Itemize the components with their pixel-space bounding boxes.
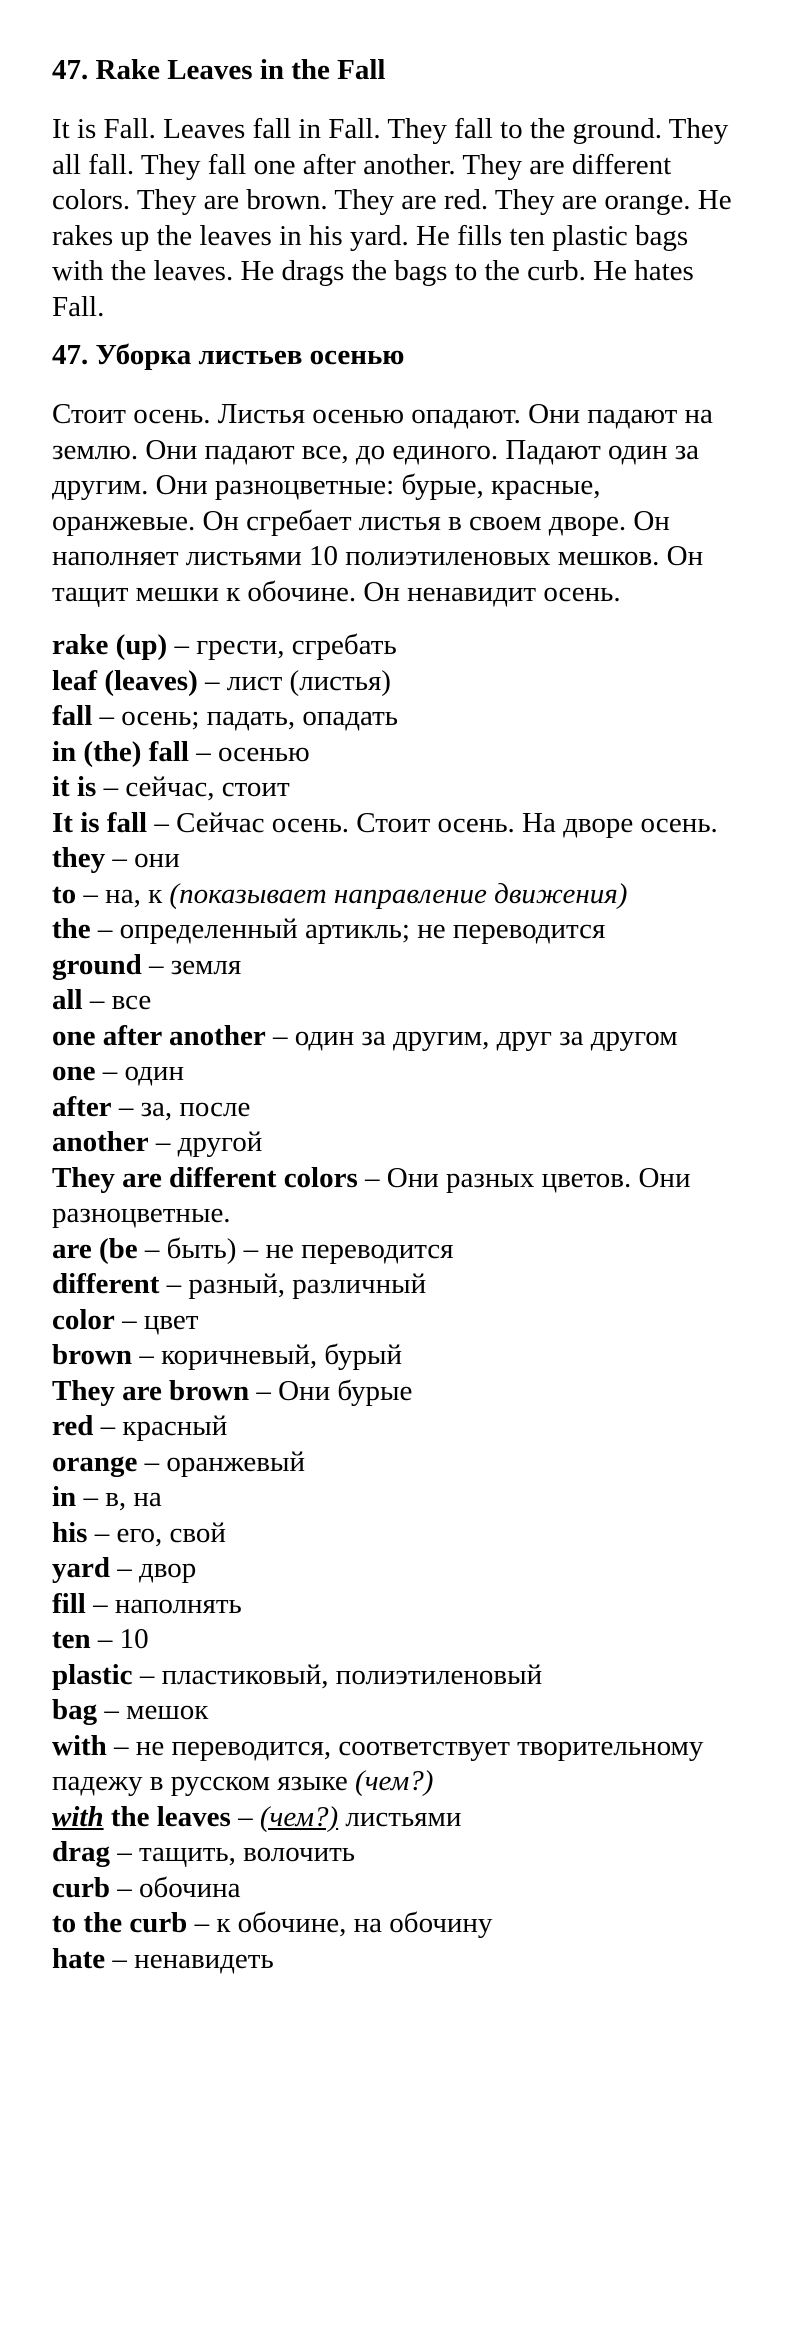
english-story: It is Fall. Leaves fall in Fall. They fall to the ground. They all fall. They fall one after another. They are different colors. They are brown. They are red. They are orange. He rakes up the leaves in his yard. He fills ten plastic bags with the leaves. He drags the bags to the curb. He hates Fall. (52, 113, 732, 323)
vocab-dash: – (111, 1090, 141, 1123)
vocab-note: (показывает направление движения) (169, 877, 628, 910)
vocab-note: (чем?) (355, 1765, 434, 1797)
vocab-dash: – (93, 1410, 123, 1442)
vocab-definition: на, к (105, 877, 170, 910)
vocab-dash: – (132, 1339, 162, 1371)
vocab-term: it is (52, 771, 97, 803)
vocab-definition: грести, сгребать (196, 629, 397, 661)
vocab-term: They are brown (52, 1374, 250, 1407)
vocab-dash: – (148, 1126, 178, 1158)
vocab-term: another (52, 1126, 149, 1158)
vocab-dash: – (141, 948, 171, 981)
vocab-dash: – (188, 735, 218, 768)
vocab-dash: – (159, 1268, 189, 1300)
vocab-dash: – (167, 629, 197, 661)
vocab-definition: к обочине, на обочину (216, 1907, 493, 1939)
vocab-definition: осенью (217, 735, 310, 768)
vocab-entry (52, 1303, 747, 1339)
vocab-definition: оранжевый (166, 1445, 305, 1478)
vocab-term: the (52, 913, 91, 945)
vocab-definition: земля (170, 948, 242, 981)
vocab-term: his (52, 1516, 88, 1549)
vocab-dash: – (85, 1587, 115, 1620)
vocab-entry (52, 1267, 747, 1303)
vocab-entry (52, 1054, 747, 1090)
vocab-term: leaf (leaves) (52, 664, 198, 697)
vocab-dash: – (105, 1942, 135, 1975)
vocab-entry (52, 699, 747, 735)
vocab-term: with (52, 1729, 107, 1762)
vocab-term: fall (52, 700, 93, 732)
vocab-entry (52, 1480, 747, 1516)
vocab-definition: сейчас, стоит (125, 771, 290, 803)
vocab-definition: наполнять (114, 1587, 242, 1620)
vocab-term: to the curb (52, 1907, 188, 1939)
vocab-definition: все (111, 984, 152, 1016)
vocab-definition: не переводится, соответствует творительному падежу в русском языке (52, 1729, 704, 1797)
russian-title: 47. Уборка листьев осенью (52, 339, 405, 371)
vocab-entry (52, 1871, 747, 1907)
vocab-term: are (be (52, 1232, 138, 1265)
vocab-entry (52, 1800, 747, 1836)
vocab-dash: – (357, 1161, 387, 1194)
vocab-dash: – (249, 1374, 279, 1407)
vocab-entry (52, 1551, 747, 1587)
vocab-definition: другой (177, 1126, 263, 1158)
vocab-term: plastic (52, 1658, 133, 1691)
vocab-definition: Они бурые (278, 1374, 413, 1407)
vocab-definition: один (124, 1055, 184, 1087)
vocab-term: ground (52, 948, 142, 981)
vocab-dash: – (110, 1552, 139, 1584)
vocab-entry (52, 1374, 747, 1410)
vocab-entry (52, 841, 747, 877)
vocab-entry (52, 806, 747, 842)
vocab-dash: – (230, 1800, 260, 1833)
vocab-definition: ненавидеть (134, 1942, 274, 1975)
vocab-term (52, 1801, 231, 1833)
vocab-term: all (52, 984, 83, 1016)
vocab-term-underlined: with (52, 1800, 104, 1833)
english-title: 47. Rake Leaves in the Fall (52, 54, 386, 86)
vocab-term: They are different colors (52, 1161, 358, 1194)
vocab-dash: – (106, 1729, 136, 1762)
vocab-term: brown (52, 1339, 133, 1371)
vocab-term: ten (52, 1623, 91, 1655)
vocab-definition: красный (122, 1410, 228, 1442)
vocab-dash: – (87, 1516, 117, 1549)
vocab-dash: – (90, 1623, 120, 1655)
vocab-definition: тащить, волочить (139, 1836, 355, 1868)
vocab-entry (52, 1019, 747, 1055)
vocab-definition: лист (листья) (226, 664, 391, 697)
vocab-entry (52, 1125, 747, 1161)
vocab-entry (52, 912, 747, 948)
vocab-definition: один за другим, друг за другом (294, 1019, 678, 1052)
vocab-definition: за, после (140, 1090, 251, 1123)
vocab-term: color (52, 1303, 115, 1336)
vocab-entry (52, 664, 747, 700)
vocab-entry (52, 735, 747, 771)
vocab-term: in (the) fall (52, 735, 189, 768)
vocab-dash: – быть) – (137, 1232, 266, 1265)
vocab-entry (52, 948, 747, 984)
vocab-entry (52, 1445, 747, 1481)
vocab-term: It is fall (52, 806, 148, 839)
vocab-dash: – (76, 1481, 106, 1513)
vocab-term: one after another (52, 1019, 266, 1052)
vocab-definition: разный, различный (188, 1268, 427, 1300)
vocab-entry (52, 877, 747, 913)
vocab-term: after (52, 1090, 112, 1123)
vocab-definition: цвет (143, 1303, 199, 1336)
vocab-entry (52, 1622, 747, 1658)
vocab-term: bag (52, 1694, 98, 1726)
vocab-entry (52, 1587, 747, 1623)
vocab-definition: осень; падать, опадать (121, 700, 398, 732)
vocab-entry (52, 1906, 747, 1942)
vocab-dash: – (132, 1658, 162, 1691)
vocab-definition: мешок (126, 1694, 209, 1726)
vocab-term: drag (52, 1836, 110, 1868)
vocab-entry (52, 628, 747, 664)
vocab-definition: 10 (119, 1623, 149, 1655)
vocab-entry (52, 1161, 747, 1232)
vocab-term: to (52, 877, 77, 910)
vocabulary-list (52, 628, 747, 1977)
vocab-definition: двор (139, 1552, 197, 1584)
vocab-dash: – (114, 1303, 144, 1336)
russian-story: Стоит осень. Листья осенью опадают. Они падают на землю. Они падают все, до единого. Падают один за другим. Они разноцветные: бурые, красные, оранжевые. Он сгребает листья в своем дворе. Он наполняет листьями 10 полиэтиленовых мешков. Он тащит мешки к обочине. Он ненавидит осень. (52, 398, 713, 608)
vocab-term: yard (52, 1552, 110, 1584)
vocab-term: orange (52, 1445, 138, 1478)
vocab-definition: определенный артикль; не переводится (119, 913, 606, 945)
vocab-term: in (52, 1481, 77, 1513)
vocab-dash: – (105, 842, 135, 874)
vocab-entry (52, 1729, 747, 1800)
vocab-entry (52, 1232, 747, 1268)
vocab-entry (52, 770, 747, 806)
vocab-entry (52, 1835, 747, 1871)
vocab-term: curb (52, 1871, 110, 1904)
vocab-term: fill (52, 1587, 86, 1620)
vocab-term: rake (up) (52, 629, 168, 661)
vocab-term-rest: the leaves (103, 1800, 231, 1833)
vocab-dash: – (90, 913, 120, 945)
vocab-dash: – (110, 1836, 139, 1868)
vocab-entry (52, 1516, 747, 1552)
vocab-entry (52, 1338, 747, 1374)
vocab-entry (52, 1090, 747, 1126)
vocab-entry (52, 1693, 747, 1729)
vocab-dash: – (147, 806, 177, 839)
vocab-definition: в, на (105, 1481, 162, 1513)
vocab-term: red (52, 1410, 94, 1442)
vocab-dash: – (265, 1019, 295, 1052)
vocab-dash: – (82, 984, 112, 1016)
vocab-definition: пластиковый, полиэтиленовый (161, 1658, 543, 1691)
vocab-entry (52, 1942, 747, 1978)
vocab-entry (52, 1658, 747, 1694)
vocab-term: hate (52, 1942, 106, 1975)
vocab-entry (52, 983, 747, 1019)
vocab-dash: – (95, 1055, 125, 1087)
vocab-dash: – (110, 1871, 139, 1904)
vocab-entry (52, 1409, 747, 1445)
vocab-term: they (52, 842, 106, 874)
vocab-note-underlined: (чем?) (259, 1800, 339, 1833)
vocab-dash: – (97, 1694, 127, 1726)
vocab-definition: обочина (139, 1871, 241, 1904)
vocab-dash: – (187, 1907, 217, 1939)
vocab-dash: – (92, 700, 122, 732)
vocab-definition: листьями (338, 1800, 462, 1833)
vocab-definition: они (134, 842, 180, 874)
vocab-definition: коричневый, бурый (161, 1339, 403, 1371)
vocab-definition: Они разных цветов. Они разноцветные. (52, 1161, 691, 1229)
vocab-dash: – (96, 771, 126, 803)
vocab-dash: – (197, 664, 227, 697)
vocab-term: one (52, 1055, 96, 1087)
vocab-definition: Сейчас осень. Стоит осень. На дворе осень. (176, 806, 718, 839)
vocab-dash: – (76, 877, 106, 910)
vocab-definition: его, свой (116, 1516, 226, 1549)
vocab-definition: не переводится (265, 1232, 454, 1265)
vocab-term: different (52, 1268, 160, 1300)
vocab-dash: – (137, 1445, 167, 1478)
